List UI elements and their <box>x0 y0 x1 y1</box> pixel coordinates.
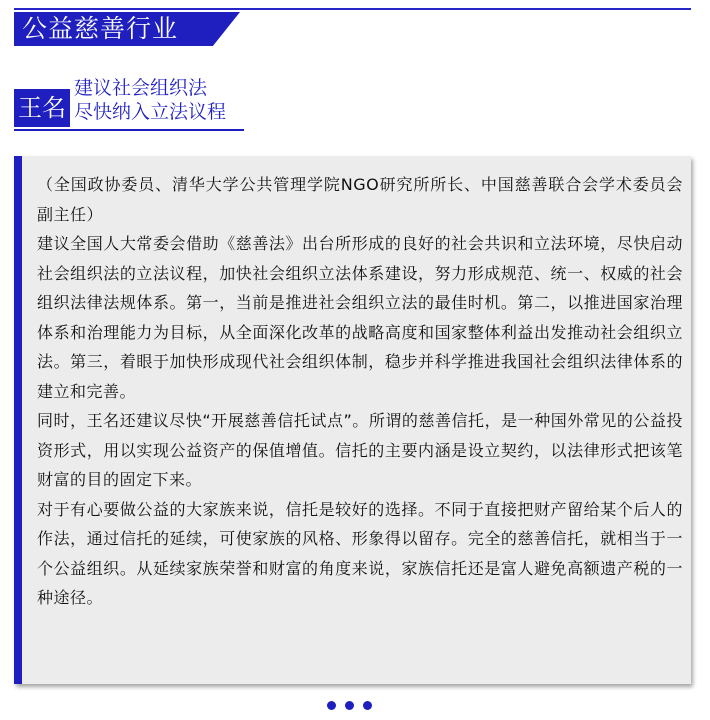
top-divider-line <box>14 8 691 10</box>
author-name: 王名 <box>14 89 70 127</box>
article-paragraph: 对于有心要做公益的大家族来说，信托是较好的选择。不同于直接把财产留给某个后人的作法，通过信托的延续，可使家族的风格、形象得以留存。完全的慈善信托，就相当于一个公益组织。从延续家族荣誉和财富的角度来说，家族信托还是富人避免高额遗产税的一种途径。 <box>37 499 683 607</box>
card-accent-bar <box>14 156 22 684</box>
article-intro: （全国政协委员、清华大学公共管理学院NGO研究所所长、中国慈善联合会学术委员会副主任） <box>37 175 683 224</box>
author-block <box>14 76 244 132</box>
author-headline <box>74 76 226 124</box>
headline-line-1: 建议社会组织法 <box>74 77 208 99</box>
section-title: 公益慈善行业 <box>22 14 179 43</box>
article-paragraph: 建议全国人大常委会借助《慈善法》出台所形成的良好的社会共识和立法环境，尽快启动社会组织法的立法议程，加快社会组织立法体系建设，努力形成规范、统一、权威的社会组织法律法规体系。第一，当前是推进社会组织立法的最佳时机。第二，以推进国家治理体系和治理能力为目标，从全面深化改革的战略高度和国家整体利益出发推动社会组织立法。第三，着眼于加快形成现代社会组织体制，稳步并科学推进我国社会组织法律体系的建立和完善。 <box>37 234 683 401</box>
ellipsis-dots-icon <box>327 701 372 711</box>
article-paragraph: 同时，王名还建议尽快“开展慈善信托试点”。所谓的慈善信托，是一种国外常见的公益投资形式，用以实现公益资产的保值增值。信托的主要内涵是设立契约，以法律形式把该笔财富的目的固定下来。 <box>37 411 683 489</box>
author-underline <box>14 129 244 131</box>
dot <box>327 701 336 710</box>
dot <box>363 701 372 710</box>
article-body <box>37 170 683 613</box>
dot <box>345 701 354 710</box>
article-card <box>14 156 691 684</box>
headline-line-2: 尽快纳入立法议程 <box>74 101 227 123</box>
